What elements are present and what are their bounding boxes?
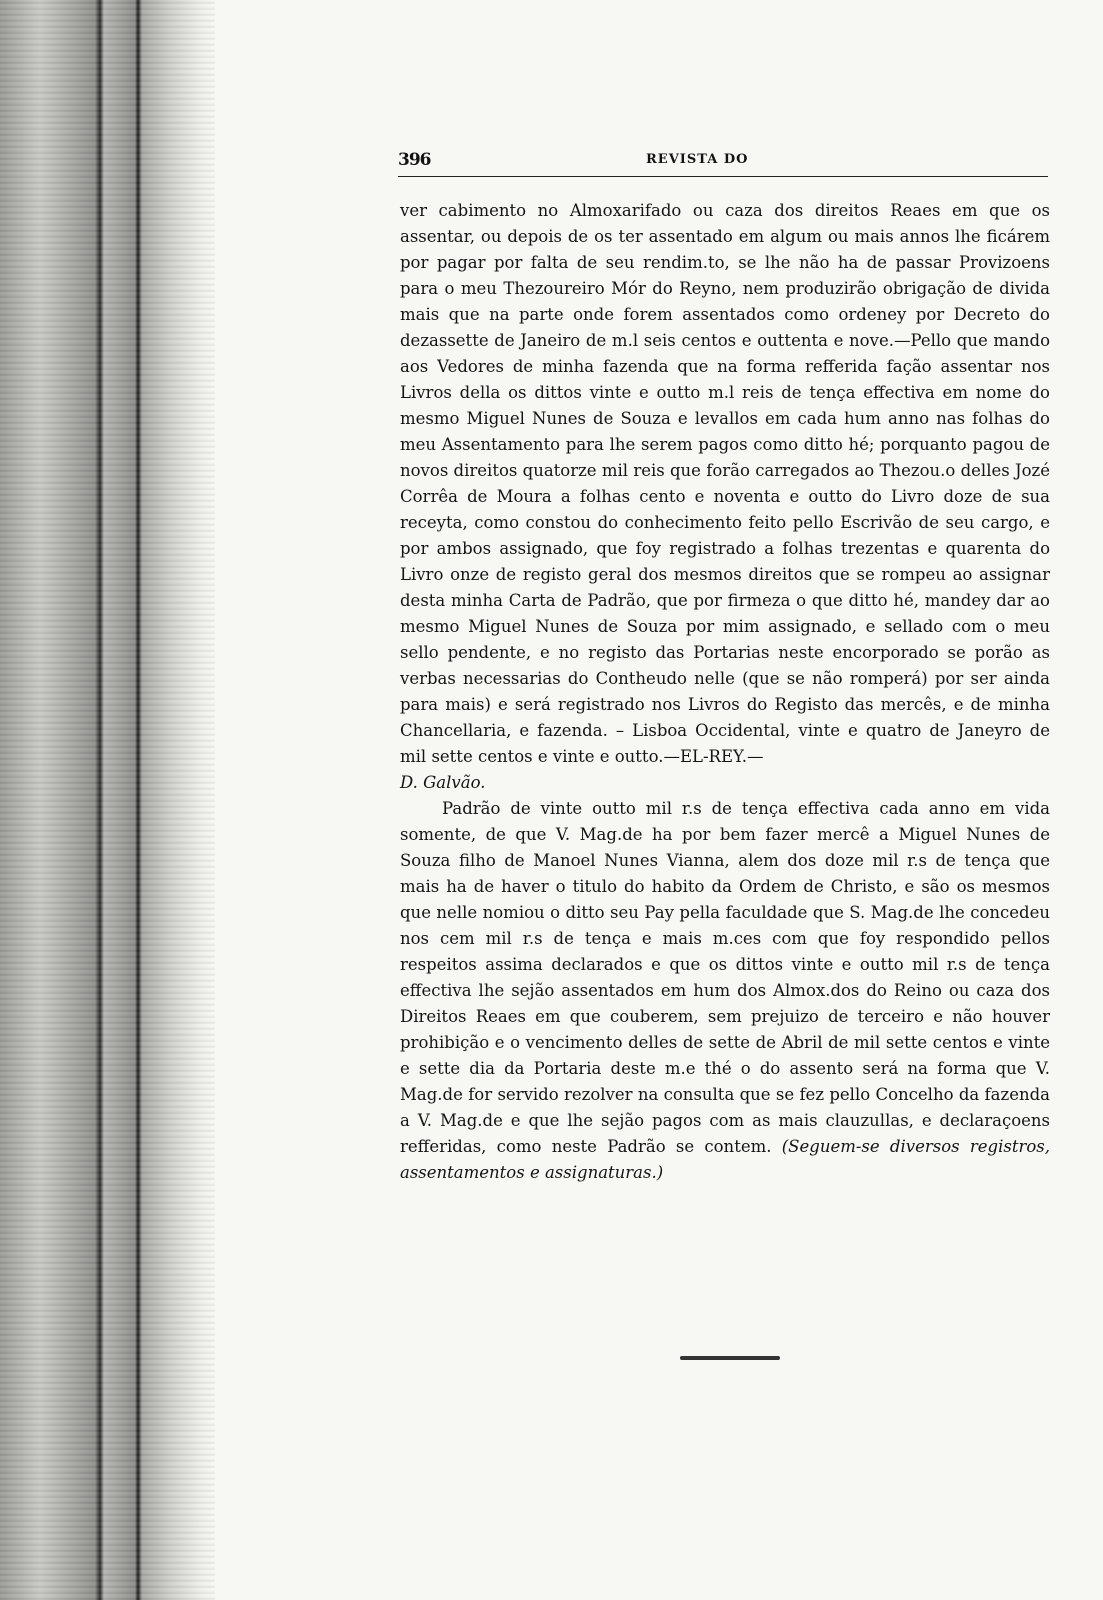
page-body bbox=[400, 198, 1050, 1186]
page-number: 396 bbox=[398, 150, 431, 170]
paragraph-padrao bbox=[400, 796, 1050, 1186]
page-header bbox=[398, 150, 1048, 178]
header-rule bbox=[398, 176, 1048, 177]
end-ornament-rule bbox=[680, 1356, 780, 1360]
signature: D. Galvão. bbox=[400, 773, 486, 792]
book-gutter-shadow bbox=[0, 0, 215, 1600]
closing-note: (Seguem-se diversos registros, assentamentos e assignaturas.) bbox=[400, 1137, 1050, 1182]
paragraph-continuation: ver cabimento no Almoxarifado ou caza dos direitos Reaes em que os assentar, ou depois de os ter assentado em algum ou mais annos lhe ficárem por pagar por falta de seu rendim.to, se lhe não ha de passar Provizoens para o meu Thezoureiro Mór do Reyno, nem produzirão obrigação de divida mais que na parte onde forem assentados como ordeney por Decreto do dezassette de Janeiro de m.l seis centos e outtenta e nove.—Pello que mando aos Vedores de minha fazenda que na forma refferida fação assentar nos Livros della os dittos vinte e outto m.l reis de tença effectiva em nome do mesmo Miguel Nunes de Souza e levallos em cada hum anno nas folhas do meu Assentamento para lhe serem pagos como ditto hé; porquanto pagou de novos direitos quatorze mil reis que forão carregados ao Thezou.o delles Jozé Corrêa de Moura a folhas cento e noventa e outto do Livro doze de sua receyta, como constou do conhecimento feito pello Escrivão de seu cargo, e por ambos assignado, que foy registrado a folhas trezentas e quarenta do Livro onze de registo geral dos mesmos direitos que se rompeu ao assignar desta minha Carta de Padrão, que por firmeza o que ditto hé, mandey dar ao mesmo Miguel Nunes de Souza por mim assignado, e sellado com o meu sello pendente, e no registo das Portarias neste encorporado se porão as verbas necessarias do Contheudo nelle (que se não romperá) por ser ainda para mais) e será registrado nos Livros do Registo das mercês, e de minha Chancellaria, e fazenda. – Lisboa Occidental, vinte e quatro de Janeyro de mil sette centos e vinte e outto.—EL-REY.— bbox=[400, 201, 1050, 766]
paragraph-padrao-text: Padrão de vinte outto mil r.s de tença effectiva cada anno em vida somente, de que V. Mag.de ha por bem fazer mercê a Miguel Nunes de Souza filho de Manoel Nunes Vianna, alem dos doze mil r.s de tença que mais ha de haver o titulo do habito da Ordem de Christo, e são os mesmos que nelle nomiou o ditto seu Pay pella faculdade que S. Mag.de lhe concedeu nos cem mil r.s de tença e mais m.ces com que foy respondido pellos respeitos assima declarados e que os dittos vinte e outto mil r.s de tença effectiva lhe sejão assentados em hum dos Almox.dos do Reino ou caza dos Direitos Reaes em que couberem, sem prejuizo de terceiro e não houver prohibição e o vencimento delles de sette de Abril de mil sette centos e vinte e sette dia da Portaria deste m.e thé o do assento será na forma que V. Mag.de for servido rezolver na consulta que se fez pello Concelho da fazenda a V. Mag.de e que lhe sejão pagos com as mais clauzullas, e declaraçoens refferidas, como neste Padrão se contem. bbox=[400, 799, 1050, 1156]
running-head: REVISTA DO bbox=[646, 152, 749, 167]
